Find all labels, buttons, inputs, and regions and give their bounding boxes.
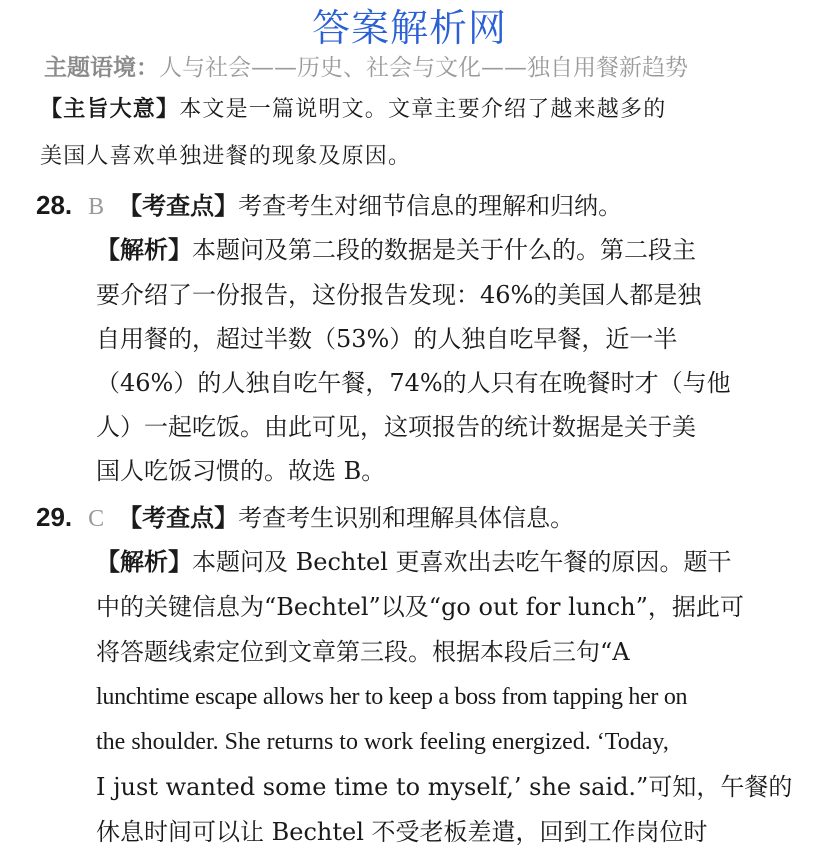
q28-analysis-line-1 <box>96 233 696 267</box>
point-label: 【考查点】 <box>118 192 239 220</box>
summary-line-1 <box>40 95 666 125</box>
q29-analysis-line-7: 休息时间可以让 Bechtel 不受老板差遣，回到工作岗位时 <box>96 818 708 846</box>
analysis-text: 本题问及第二段的数据是关于什么的。第二段主 <box>192 236 696 264</box>
question-29-header <box>36 500 574 536</box>
answer-letter: B <box>88 194 105 220</box>
theme-label: 主题语境： <box>44 55 159 81</box>
summary-text-1: 本文是一篇说明文。文章主要介绍了越来越多的 <box>179 97 667 122</box>
analysis-label: 【解析】 <box>96 548 192 576</box>
point-text: 考查考生对细节信息的理解和归纳。 <box>238 192 623 220</box>
q28-analysis-line-4: （46%）的人独自吃午餐，74%的人只有在晚餐时才（与他 <box>96 369 731 397</box>
theme-text: 人与社会——历史、社会与文化——独自用餐新趋势 <box>159 55 688 81</box>
analysis-text: 本题问及 Bechtel 更喜欢出去吃午餐的原因。题干 <box>192 548 732 576</box>
summary-text-2: 美国人喜欢单独进餐的现象及原因。 <box>40 144 412 169</box>
question-number: 28. <box>36 190 73 220</box>
q29-analysis-line-6: I just wanted some time to myself,’ she said.”可知，午餐的 <box>96 773 793 801</box>
watermark: 答案解析网 <box>311 6 507 50</box>
summary-line-2 <box>40 142 411 172</box>
q28-analysis-line-2: 要介绍了一份报告，这份报告发现：46%的美国人都是独 <box>96 281 702 309</box>
question-28-header <box>36 188 622 224</box>
q29-analysis-line-3: 将答题线索定位到文章第三段。根据本段后三句“A <box>96 638 630 666</box>
point-text: 考查考生识别和理解具体信息。 <box>238 504 575 532</box>
q29-analysis-line-1 <box>96 545 732 579</box>
q29-analysis-line-2: 中的关键信息为“Bechtel”以及“go out for lunch”，据此可 <box>96 593 744 621</box>
q29-analysis-line-4: lunchtime escape allows her to keep a boss from tapping her on <box>96 684 688 710</box>
point-label: 【考查点】 <box>118 504 239 532</box>
answer-letter: C <box>88 506 105 532</box>
analysis-label: 【解析】 <box>96 236 192 264</box>
q29-analysis-line-5: the shoulder. She returns to work feeling energized. ‘Today, <box>96 729 669 755</box>
question-number: 29. <box>36 502 73 532</box>
q28-analysis-line-6: 国人吃饭习惯的。故选 B。 <box>96 457 386 485</box>
q28-analysis-line-5: 人）一起吃饭。由此可见，这项报告的统计数据是关于美 <box>96 413 696 441</box>
theme-line <box>44 52 688 84</box>
q28-analysis-line-3: 自用餐的，超过半数（53%）的人独自吃早餐，近一半 <box>96 325 678 353</box>
summary-label: 【主旨大意】 <box>40 97 180 122</box>
